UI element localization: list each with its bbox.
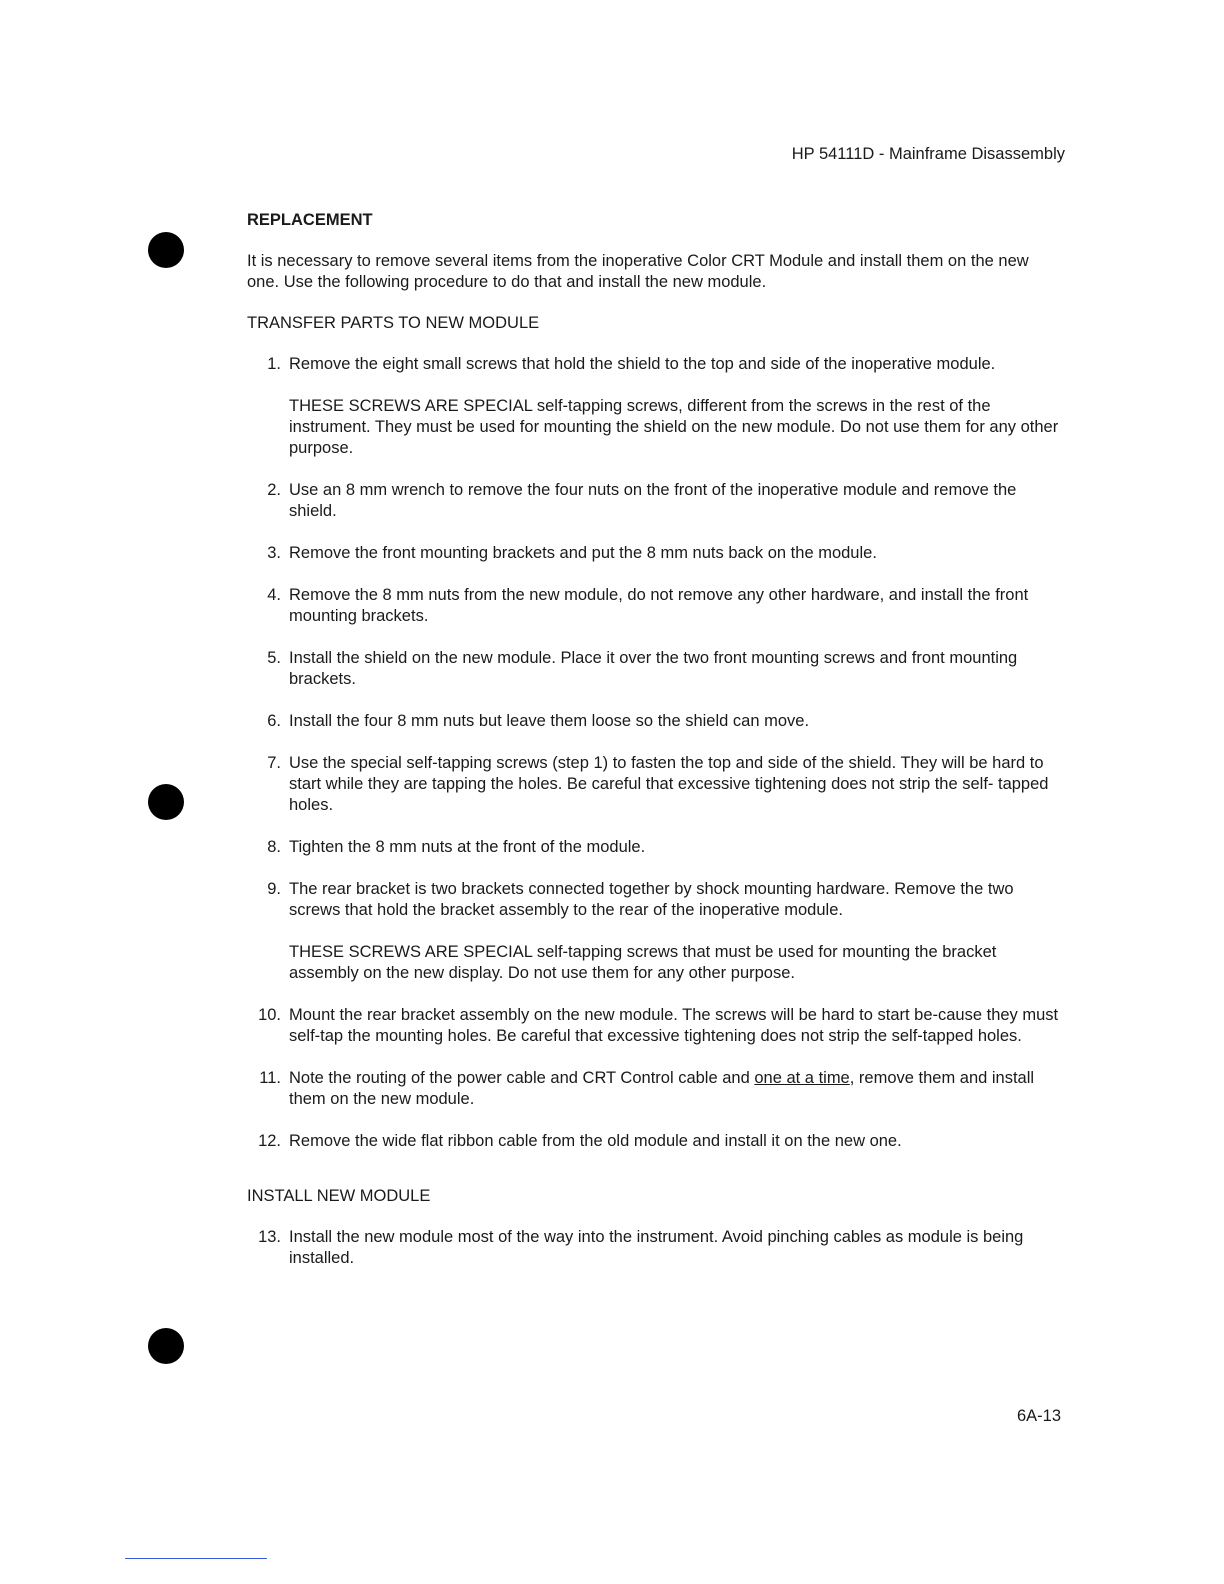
- step-text: [289, 1068, 1065, 1110]
- step-text: Tighten the 8 mm nuts at the front of the module.: [289, 838, 646, 856]
- binder-hole: [148, 232, 184, 268]
- step-number: 3.: [267, 544, 281, 562]
- step-text-after: , remove them and install them on the new module.: [289, 1069, 1035, 1108]
- step-item: [247, 1068, 1065, 1110]
- step-item: [247, 480, 1065, 522]
- step-item: [247, 711, 1065, 732]
- step-text-before: Note the routing of the power cable and CRT Control cable and: [289, 1069, 755, 1087]
- step-text: Use an 8 mm wrench to remove the four nuts on the front of the inoperative module and remove the shield.: [289, 481, 1017, 520]
- step-text: Install the shield on the new module. Place it over the two front mounting screws and front mounting brackets.: [289, 649, 1018, 688]
- step-note: THESE SCREWS ARE SPECIAL self-tapping screws that must be used for mounting the bracket assembly on the new display. Do not use them for any other purpose.: [289, 943, 997, 982]
- step-number: 10.: [258, 1006, 281, 1024]
- step-number: 5.: [267, 649, 281, 667]
- step-text: Remove the 8 mm nuts from the new module, do not remove any other hardware, and install the front mounting brackets.: [289, 586, 1029, 625]
- step-item: [247, 1227, 1065, 1269]
- emphasis-underline: one at a time: [754, 1069, 850, 1087]
- step-item: [247, 585, 1065, 627]
- step-item: [247, 354, 1065, 459]
- step-item: [247, 753, 1065, 816]
- transfer-steps: [247, 354, 1065, 1152]
- step-number: 4.: [267, 586, 281, 604]
- step-number: 9.: [267, 880, 281, 898]
- step-number: 12.: [258, 1132, 281, 1150]
- step-number: 11.: [259, 1069, 281, 1087]
- binder-hole: [148, 784, 184, 820]
- step-number: 7.: [267, 754, 281, 772]
- step-text: Remove the front mounting brackets and put the 8 mm nuts back on the module.: [289, 544, 877, 562]
- step-text: Install the new module most of the way into the instrument. Avoid pinching cables as module is being installed.: [289, 1228, 1024, 1267]
- page-header: HP 54111D - Mainframe Disassembly: [791, 145, 1065, 163]
- install-steps: [247, 1227, 1065, 1269]
- step-item: [247, 648, 1065, 690]
- transfer-heading: TRANSFER PARTS TO NEW MODULE: [247, 314, 540, 332]
- step-number: 2.: [267, 481, 281, 499]
- step-text: Remove the wide flat ribbon cable from the old module and install it on the new one.: [289, 1132, 902, 1150]
- step-text: Mount the rear bracket assembly on the new module. The screws will be hard to start be-cause they must self-tap the mounting holes. Be careful that excessive tightening does not strip the self-tapped holes.: [289, 1006, 1059, 1045]
- page-content: [247, 210, 1065, 1290]
- step-item: [247, 837, 1065, 858]
- step-number: 8.: [267, 838, 281, 856]
- install-heading: INSTALL NEW MODULE: [247, 1187, 431, 1205]
- step-note: THESE SCREWS ARE SPECIAL self-tapping screws, different from the screws in the rest of the instrument. They must be used for mounting the shield on the new module. Do not use them for any other purpose.: [289, 397, 1059, 457]
- step-text: Install the four 8 mm nuts but leave them loose so the shield can move.: [289, 712, 810, 730]
- binder-hole: [148, 1328, 184, 1364]
- step-number: 13.: [258, 1228, 281, 1246]
- step-item: [247, 543, 1065, 564]
- step-text: The rear bracket is two brackets connected together by shock mounting hardware. Remove the two screws that hold the bracket assembly to the rear of the inoperative module.: [289, 880, 1014, 919]
- step-text: Remove the eight small screws that hold the shield to the top and side of the inoperative module.: [289, 355, 996, 373]
- step-item: [247, 879, 1065, 984]
- step-number: 6.: [267, 712, 281, 730]
- footer-rule: [125, 1558, 267, 1559]
- step-item: [247, 1131, 1065, 1152]
- step-number: 1.: [267, 355, 281, 373]
- intro-paragraph: It is necessary to remove several items from the inoperative Color CRT Module and install them on the new one. Use the following procedure to do that and install the new module.: [247, 252, 1029, 291]
- section-heading: REPLACEMENT: [247, 211, 373, 229]
- step-item: [247, 1005, 1065, 1047]
- step-text: Use the special self-tapping screws (step 1) to fasten the top and side of the shield. They will be hard to start while they are tapping the holes. Be careful that excessive tightening does not strip the self- tapped holes.: [289, 754, 1049, 814]
- page-number: 6A-13: [1016, 1407, 1061, 1425]
